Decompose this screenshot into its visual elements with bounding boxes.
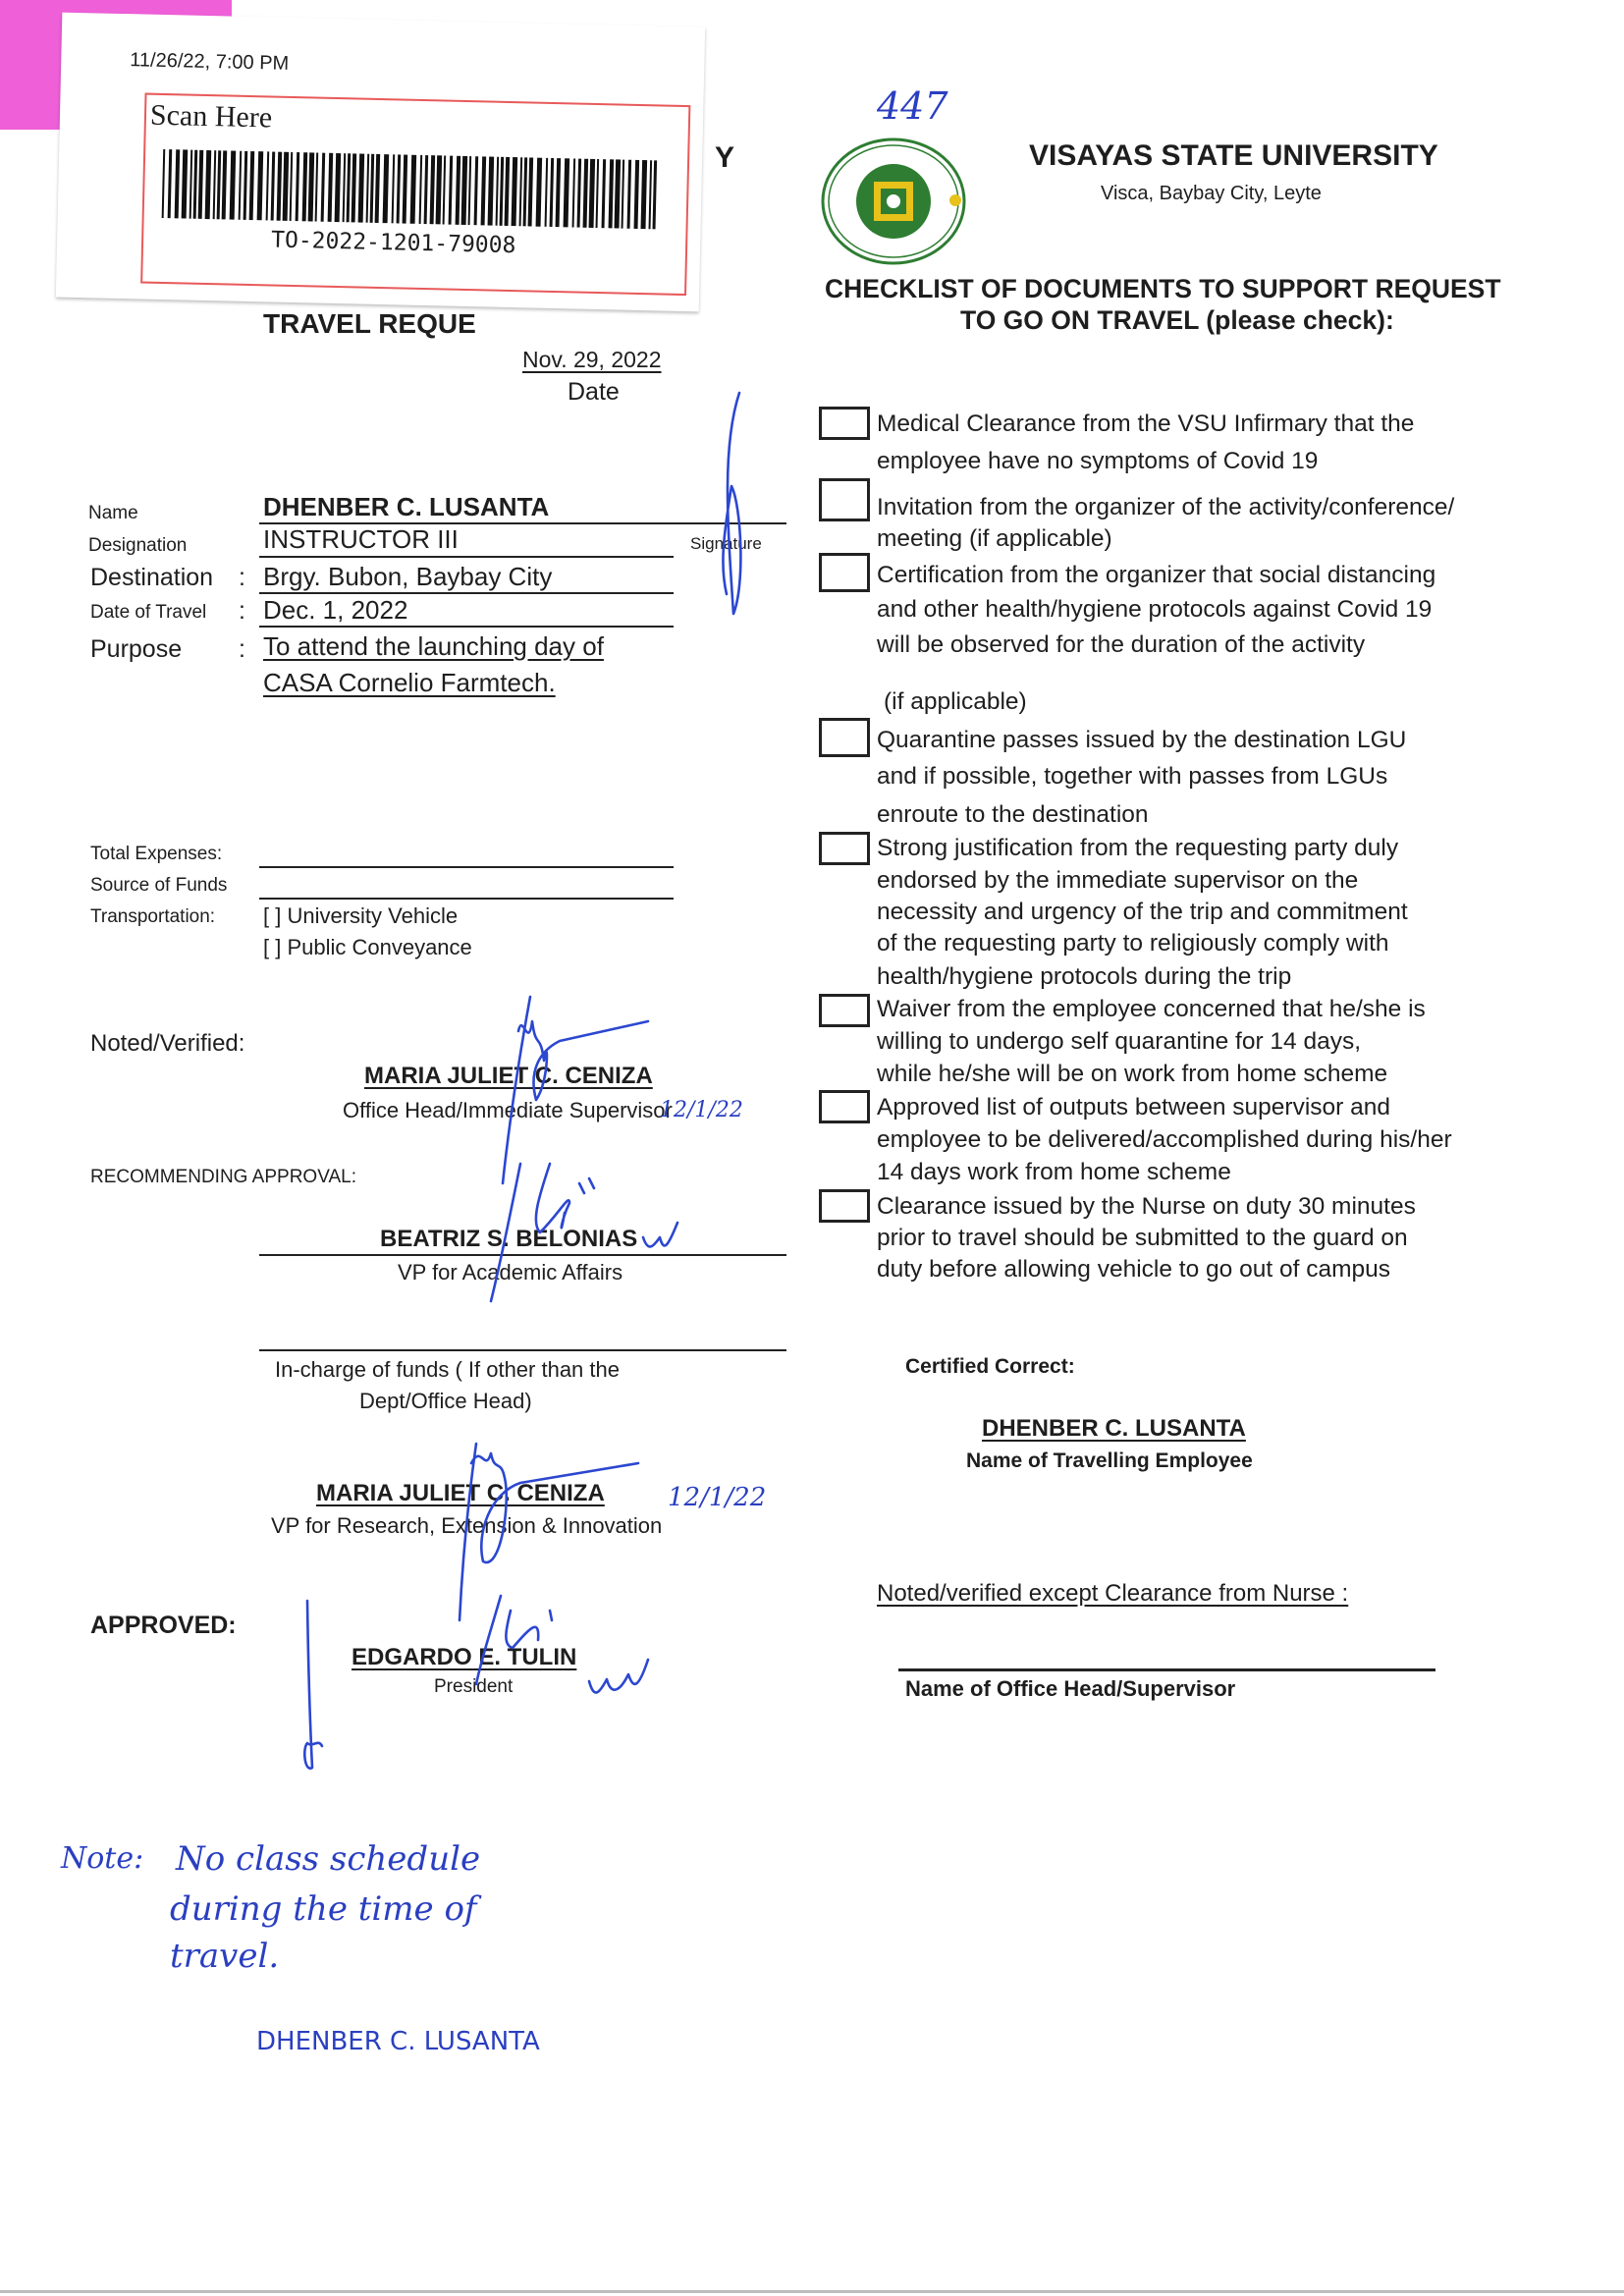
barcode-bar (397, 154, 402, 223)
barcode-bar (583, 159, 589, 228)
university-address: Visca, Baybay City, Leyte (1101, 183, 1322, 204)
barcode-bar (602, 159, 607, 228)
barcode-bar (370, 154, 375, 223)
barcode-bar (383, 154, 390, 223)
checkbox-waiver[interactable] (819, 994, 870, 1027)
barcode-bar (358, 154, 365, 223)
barcode-bar (564, 158, 570, 227)
barcode-bar (474, 156, 479, 225)
barcode-bar (230, 151, 237, 220)
barcode-bar (168, 149, 173, 218)
checklist-item-text: necessity and urgency of the trip and commitment (877, 899, 1408, 925)
barcode-bar (205, 150, 212, 219)
barcode-bar (222, 150, 228, 219)
barcode-bar (277, 152, 283, 221)
noted-name: MARIA JULIET C. CENIZA (364, 1063, 653, 1089)
barcode-bar (302, 152, 308, 221)
tracking-receipt (56, 13, 705, 312)
designation-line (259, 556, 674, 558)
option-university-vehicle[interactable]: [ ] University Vehicle (263, 903, 459, 928)
designation-value: INSTRUCTOR III (263, 524, 459, 554)
president-title: President (434, 1676, 514, 1697)
barcode-bar (449, 156, 454, 225)
barcode-bar (461, 156, 468, 225)
checklist-item-text: enroute to the destination (877, 801, 1149, 828)
checklist-item-text: prior to travel should be submitted to the guard on (877, 1225, 1408, 1251)
barcode-bar (403, 155, 408, 224)
barcode-bar (536, 158, 543, 227)
barcode-bar (217, 150, 222, 219)
checklist-item-text: employee to be delivered/accomplished during his/her (877, 1126, 1452, 1153)
research-title: VP for Research, Extension & Innovation (271, 1513, 663, 1538)
barcode-bar (343, 153, 347, 222)
barcode-bar (315, 153, 319, 222)
barcode-bar (481, 156, 487, 225)
barcode-bar (266, 151, 270, 220)
checklist-item-text: will be observed for the duration of the activity (877, 631, 1366, 658)
barcode-bar (213, 150, 217, 219)
barcode-bar (283, 152, 290, 221)
checklist-item-text: and other health/hygiene protocols against Covid 19 (877, 596, 1433, 623)
transportation-label: Transportation: (90, 906, 216, 927)
barcode-bar (653, 160, 658, 229)
barcode-bar (456, 156, 461, 225)
research-name: MARIA JULIET C. CENIZA (316, 1480, 605, 1506)
barcode-bar (419, 155, 423, 224)
checkbox-nurse-clearance[interactable] (819, 1189, 870, 1223)
checklist-item-text: Approved list of outputs between supervisor and (877, 1094, 1390, 1121)
colon: : (239, 564, 245, 591)
hidden-header-fragment: Y (715, 141, 735, 174)
barcode-bar (366, 154, 370, 223)
barcode-bar (335, 153, 342, 222)
barcode-bar (615, 159, 622, 228)
employee-name: DHENBER C. LUSANTA (982, 1415, 1246, 1442)
barcode-bar (523, 157, 528, 226)
source-of-funds-line (259, 898, 674, 900)
barcode-bar (189, 150, 193, 219)
barcode-bar (257, 151, 264, 220)
checklist-item-text: Quarantine passes issued by the destination LGU (877, 727, 1407, 753)
note-line-2: during the time of (170, 1889, 477, 1929)
barcode-bar (577, 159, 582, 228)
travel-date-label: Date of Travel (90, 602, 207, 623)
checkbox-certification[interactable] (819, 553, 870, 592)
barcode-bar (175, 149, 181, 218)
barcode-bar (622, 160, 625, 229)
checklist-item-text: willing to undergo self quarantine for 14 days, (877, 1028, 1362, 1055)
checklist-title-1: CHECKLIST OF DOCUMENTS TO SUPPORT REQUEST (825, 274, 1501, 303)
checklist-item-text: and if possible, together with passes from LGUs (877, 763, 1388, 790)
university-seal (820, 137, 967, 265)
scan-edge (0, 2290, 1624, 2293)
barcode-bar (589, 159, 596, 228)
signature-president (295, 1591, 677, 1777)
approved-label: APPROVED: (90, 1612, 237, 1639)
destination-line (259, 592, 674, 594)
checklist-item-text: Medical Clearance from the VSU Infirmary that the (877, 410, 1415, 437)
checklist-item-text: meeting (if applicable) (877, 525, 1112, 552)
checklist-item-text: health/hygiene protocols during the trip (877, 963, 1292, 990)
barcode-bar (649, 160, 653, 229)
signature-label: Signature (690, 534, 762, 553)
purpose-label: Purpose (90, 635, 183, 663)
checklist-title-2: TO GO ON TRAVEL (please check): (960, 305, 1394, 335)
stamp-time: 11/26/22, 7:00 PM (130, 49, 290, 75)
checklist-item-text: 14 days work from home scheme (877, 1159, 1231, 1185)
barcode-bar (545, 158, 549, 227)
barcode-bar (392, 154, 396, 223)
checkbox-justification[interactable] (819, 832, 870, 865)
barcode-bar (641, 160, 648, 229)
checklist-item-text: Certification from the organizer that social distancing (877, 562, 1436, 588)
university-name: VISAYAS STATE UNIVERSITY (1029, 139, 1438, 172)
checkbox-quarantine-passes[interactable] (819, 718, 870, 757)
barcode-bar (375, 154, 381, 223)
barcode-bar (512, 157, 518, 226)
source-of-funds-label: Source of Funds (90, 875, 228, 896)
barcode-bar (596, 159, 600, 228)
note-line-1: No class schedule (176, 1839, 481, 1879)
checkbox-medical-clearance[interactable] (819, 407, 870, 440)
funds-title-1: In-charge of funds ( If other than the (275, 1357, 620, 1382)
destination-label: Destination (90, 564, 214, 591)
checkbox-approved-outputs[interactable] (819, 1090, 870, 1123)
note-line-3: travel. (170, 1937, 280, 1976)
office-head-line (898, 1668, 1435, 1671)
designation-label: Designation (88, 535, 188, 556)
barcode-bar (488, 157, 495, 226)
barcode-bar (249, 151, 255, 220)
travel-date-value: Dec. 1, 2022 (263, 595, 408, 625)
hidden-title-fragment: TRAVEL REQUE (263, 308, 476, 339)
certified-label: Certified Correct: (905, 1355, 1075, 1378)
checklist-item-text: Waiver from the employee concerned that he/she is (877, 996, 1426, 1022)
noted-label: Noted/Verified: (90, 1030, 245, 1057)
colon: : (239, 635, 245, 663)
total-expenses-line (259, 866, 674, 868)
purpose-line-2: CASA Cornelio Farmtech. (263, 668, 556, 697)
purpose-line-1: To attend the launching day of (263, 631, 604, 661)
barcode-bar (352, 153, 357, 222)
checklist-item-text: duty before allowing vehicle to go out of campus (877, 1256, 1390, 1283)
barcode-bar (244, 151, 248, 220)
barcode-bar (347, 153, 352, 222)
travel-date-line (259, 626, 674, 628)
checklist-item-text: endorsed by the immediate supervisor on the (877, 867, 1359, 894)
note-signed-name: DHENBER C. LUSANTA (256, 2027, 540, 2056)
barcode-bar (550, 158, 555, 227)
checklist-item-text: employee have no symptoms of Covid 19 (877, 448, 1319, 474)
total-expenses-label: Total Expenses: (90, 844, 223, 864)
barcode-bar (308, 152, 315, 221)
barcode[interactable] (162, 149, 664, 230)
checklist-item-text: (if applicable) (884, 688, 1027, 715)
barcode-bar (290, 152, 294, 221)
colon: : (239, 597, 245, 625)
handwritten-number: 447 (877, 84, 948, 128)
signature-recommending (461, 1154, 658, 1311)
barcode-bar (634, 160, 640, 229)
recommending-title: VP for Academic Affairs (398, 1260, 623, 1285)
barcode-bar (443, 155, 447, 224)
barcode-bar (436, 155, 443, 224)
barcode-bar (505, 157, 511, 226)
barcode-bar (162, 149, 166, 218)
funds-title-2: Dept/Office Head) (359, 1389, 532, 1413)
barcode-bar (468, 156, 472, 225)
barcode-bar (424, 155, 429, 224)
barcode-bar (500, 157, 505, 226)
barcode-bar (198, 150, 204, 219)
option-public-conveyance[interactable]: [ ] Public Conveyance (263, 935, 472, 959)
checklist-item-text: Invitation from the organizer of the activity/conference/ (877, 494, 1455, 520)
note-label: Note: (61, 1841, 144, 1876)
name-label: Name (88, 503, 138, 523)
date-label: Date (568, 378, 620, 406)
checklist-item-text: Strong justification from the requesting party duly (877, 835, 1399, 861)
barcode-bar (328, 153, 334, 222)
barcode-bar (528, 157, 534, 226)
barcode-bar (321, 153, 326, 222)
barcode-bar (519, 157, 523, 226)
name-value: DHENBER C. LUSANTA (263, 492, 550, 521)
president-name: EDGARDO E. TULIN (352, 1644, 577, 1670)
barcode-bar (496, 157, 500, 226)
barcode-bar (182, 149, 189, 218)
tracking-code: TO-2022-1201-79008 (270, 227, 516, 259)
barcode-bar (296, 152, 300, 221)
barcode-bar (627, 160, 632, 229)
destination-value: Brgy. Bubon, Baybay City (263, 562, 553, 591)
checkbox-invitation[interactable] (819, 478, 870, 521)
barcode-bar (609, 159, 615, 228)
barcode-bar (556, 158, 562, 227)
barcode-bar (430, 155, 436, 224)
employee-caption: Name of Travelling Employee (966, 1449, 1253, 1472)
noted-title: Office Head/Immediate Supervisor (343, 1098, 673, 1122)
scan-label: Scan Here (149, 98, 273, 135)
office-head-caption: Name of Office Head/Supervisor (905, 1676, 1236, 1701)
noted-date: 12/1/22 (660, 1098, 743, 1122)
checklist-item-text: Clearance issued by the Nurse on duty 30 minutes (877, 1193, 1416, 1220)
scan-box (140, 93, 690, 297)
request-date: Nov. 29, 2022 (522, 347, 662, 372)
funds-line (259, 1349, 786, 1351)
checklist-item-text: while he/she will be on work from home scheme (877, 1061, 1388, 1087)
barcode-bar (410, 155, 417, 224)
checklist-item-text: of the requesting party to religiously comply with (877, 930, 1389, 957)
recommending-label: RECOMMENDING APPROVAL: (90, 1167, 356, 1187)
recommending-name: BEATRIZ S. BELONIAS (380, 1226, 638, 1252)
noted-except-label: Noted/verified except Clearance from Nurse : (877, 1580, 1349, 1607)
barcode-bar (193, 150, 198, 219)
barcode-bar (572, 158, 576, 227)
barcode-bar (271, 151, 276, 220)
barcode-bar (239, 151, 243, 220)
signature-requester (702, 388, 761, 624)
research-date: 12/1/22 (668, 1483, 767, 1512)
